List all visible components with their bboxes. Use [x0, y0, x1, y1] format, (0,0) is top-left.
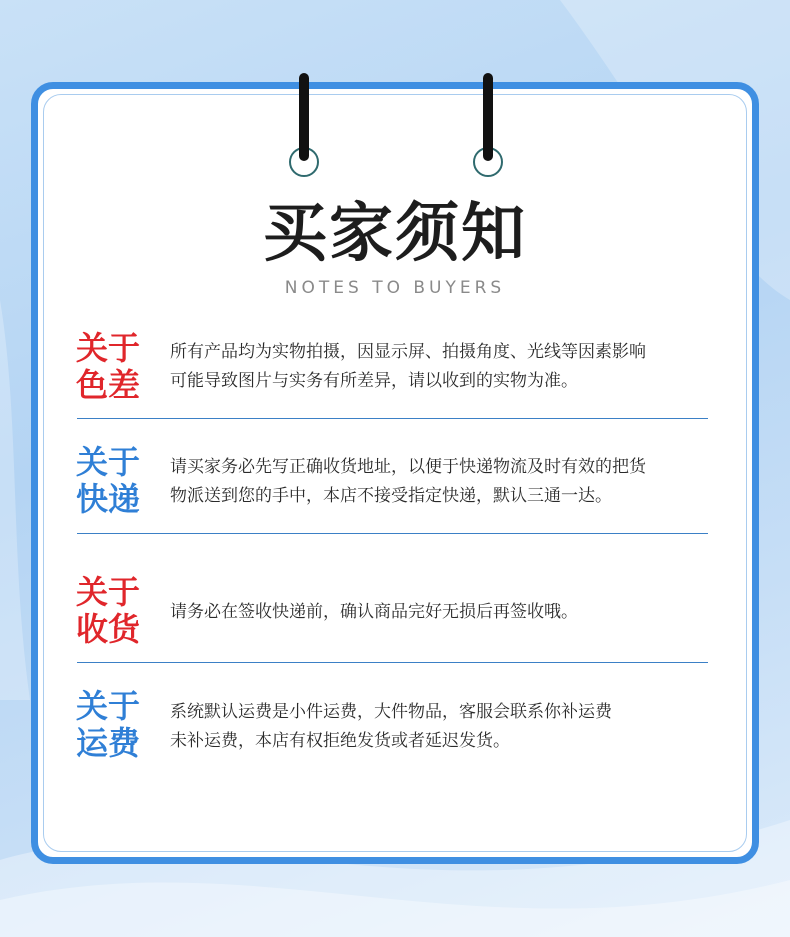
section-body-line: 所有产品均为实物拍摄，因显示屏、拍摄角度、光线等因素影响	[170, 342, 646, 362]
section-divider	[77, 418, 708, 419]
page-subtitle: NOTES TO BUYERS	[284, 278, 506, 298]
section-body-line: 未补运费，本店有权拒绝发货或者延迟发货。	[170, 731, 510, 751]
section-body-line: 系统默认运费是小件运费，大件物品，客服会联系你补运费	[170, 702, 612, 722]
section-heading-color-difference	[76, 330, 156, 404]
section-body-color-difference	[170, 338, 715, 396]
section-heading-line: 快递	[76, 480, 141, 518]
section-body-freight	[170, 698, 715, 756]
section-heading-freight	[76, 688, 156, 762]
section-divider	[77, 533, 708, 534]
section-heading-shipping	[76, 444, 156, 518]
section-body-line: 物派送到您的手中，本店不接受指定快递，默认三通一达。	[170, 486, 612, 506]
section-body-line: 请买家务必先写正确收货地址，以便于快递物流及时有效的把货	[170, 457, 646, 477]
binder-bar-right	[483, 73, 493, 161]
section-heading-line: 运费	[76, 724, 141, 762]
section-body-line: 可能导致图片与实务有所差异，请以收到的实物为准。	[170, 371, 578, 391]
section-heading-line: 关于	[76, 443, 141, 481]
section-body-receipt	[170, 598, 715, 627]
page-title: 买家须知	[263, 197, 527, 271]
section-heading-line: 色差	[76, 366, 141, 404]
section-body-shipping	[170, 453, 715, 511]
section-body-line: 请务必在签收快递前，确认商品完好无损后再签收哦。	[170, 602, 578, 622]
section-heading-line: 关于	[76, 573, 141, 611]
section-heading-line: 关于	[76, 687, 141, 725]
section-heading-line: 收货	[76, 610, 141, 648]
section-heading-line: 关于	[76, 329, 141, 367]
binder-bar-left	[299, 73, 309, 161]
section-heading-receipt	[76, 574, 156, 648]
section-divider	[77, 662, 708, 663]
